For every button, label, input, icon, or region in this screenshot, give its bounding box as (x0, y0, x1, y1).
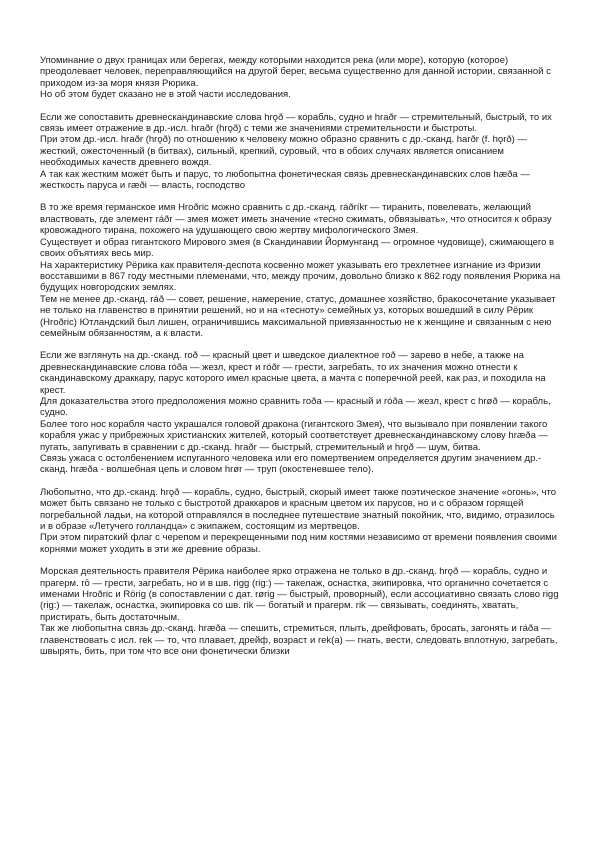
paragraph: Более того нос корабля часто украшался головой дракона (гигантского Змея), что вызывало при появлении такого корабля ужас у прибрежных христианских жителей, который соответствует древнескандинавскому слову hræða — пугать, запугивать в сравнении с др.-сканд. hraðr — быстрый, стремительный и hrǫð — шум, битва. (40, 418, 549, 453)
paragraph-block (40, 55, 562, 101)
paragraph: Морская деятельность правителя Рёрика наиболее ярко отражена не только в др.-сканд. hrǫð — корабль, судно и прагерм. rō — грести, загребать, но и в шв. rigg (rig:) — такелаж, оснастка, экипировка, что органично сочетается с именами Hroðric и Rörig (в сопоставлении с дат. rørig — быстрый, проворный), если ассоциативно связать слово rigg (rig:) — такелаж, оснастка, экипировка со шв. rik — богатый и прагерм. rik — связывать, соединять, хватать, пристирать, быть достаточным. (40, 566, 559, 623)
paragraph: Но об этом будет сказано не в этой части исследования. (40, 89, 291, 101)
paragraph-block (40, 350, 562, 475)
paragraph: Тем не менее др.-сканд. ráð — совет, решение, намерение, статус, домашнее хозяйство, бракосочетание указывает не только на главенство в принятии решений, но и на «тесноту» семейных уз, которых вошедший в силу Рёрик (Hroðric) Ютландский был лишен, ограничившись максимальной привязанностью не к женщине и связанным с нею семейным обязанностям, а к власти. (40, 293, 556, 339)
paragraph: Существует и образ гигантского Мирового змея (в Скандинавии Йормунганд — огромное чудовище), сжимающего в своих объятиях весь мир. (40, 236, 555, 260)
paragraph: Любопытно, что др.-сканд. hrǫð — корабль, судно, быстрый, скорый имеет также поэтическое значение «огонь», что может быть связано не только с быстротой драккаров и красным цветом их парусов, но и с образом горящей погребальной ладьи, на которой отправлялся в последнее путешествие знатный покойник, что, видимо, отразилось и в образе «Летучего голландца» с экипажем, состоящим из мертвецов. (40, 486, 557, 533)
paragraph-block (40, 112, 562, 192)
paragraph: При этом пиратский флаг с черепом и перекрещенными под ним костями независимо от времени появления своими корнями может уходить в эти же древние образы. (40, 532, 557, 555)
paragraph: В то же время германское имя Hroðric можно сравнить с др.-сканд. ráðríkr — тиранить, повелевать, желающий властвовать, где элемент ráðr — змея может иметь значение «тесно сжимать, обвязывать», что относится к образу кровожадного тирана, похожего на удушающего свою жертву мифологического Змея. (40, 202, 552, 237)
paragraph: Если же сопоставить древнескандинавские слова hrǫð — корабль, судно и hraðr — стремительный, быстрый, то их связь имеет отражение в др.-исл. hraðr (hrǫð) с теми же значениями стремительности и быстроты. (40, 111, 552, 135)
paragraph: Для доказательства этого предположения можно сравнить roða — красный и róða — жезл, крест с hrøð — корабль, судно. (40, 395, 551, 419)
paragraph: Так же любопытна связь др.-сканд. hræða — спешить, стремиться, плыть, дрейфовать, бросать, загонять и ráða — главенствовать с исл. rek — то, что плавает, дрейф, возраст и rek(a) — гнать, вести, следовать вплотную, загребать, швырять, бить, при том что все они фонетически близки (40, 623, 558, 658)
paragraph-block (40, 566, 562, 657)
paragraph: Связь ужаса с остолбенением испуганного человека или его помертвением определяется другим значением др.-сканд. hræða - волшебная цепь и словом hrør — труп (окостеневшее тело). (40, 453, 542, 476)
paragraph: Упоминание о двух границах или берегах, между которыми находится река (или море), которую (которое) преодолевает человек, переправляющийся на другой берег, весьма существенно для данной истории, связанной с приходом из-за моря князя Рюрика. (40, 55, 551, 89)
paragraph-block (40, 487, 562, 555)
paragraph: А так как жестким может быть и парус, то любопытна фонетическая связь древнескандинавских слов hæða — жесткость паруса и ræði — власть, господство (40, 168, 530, 192)
paragraph-block (40, 202, 562, 339)
paragraph: На характеристику Рёрика как правителя-деспота косвенно может указывать его трехлетнее изгнание из Фризии восставшими в 867 году местными племенами, что, между прочим, довольно близко к 862 году появления Рюрика на будущих новгородских землях. (40, 259, 561, 294)
paragraph: Если же взглянуть на др.-сканд. roð — красный цвет и шведское диалектное roð — зарево в небе, а также на древнескандинавские слова róða — жезл, крест и róðr — грести, загребать, то их значения можно отнести к скандинавскому драккару, парус которого имел красные цвета, а мачта с поперечной реей, как раз, и походила на крест. (40, 350, 546, 396)
paragraph: При этом др.-исл. hraðr (hrǫð) по отношению к человеку можно образно сравнить с др.-сканд. harðr (f. hǫrð) — жесткий, ожесточенный (в битвах), сильный, крепкий, суровый, что в обоих случаях является описанием необходимых качеств древнего вождя. (40, 134, 527, 169)
